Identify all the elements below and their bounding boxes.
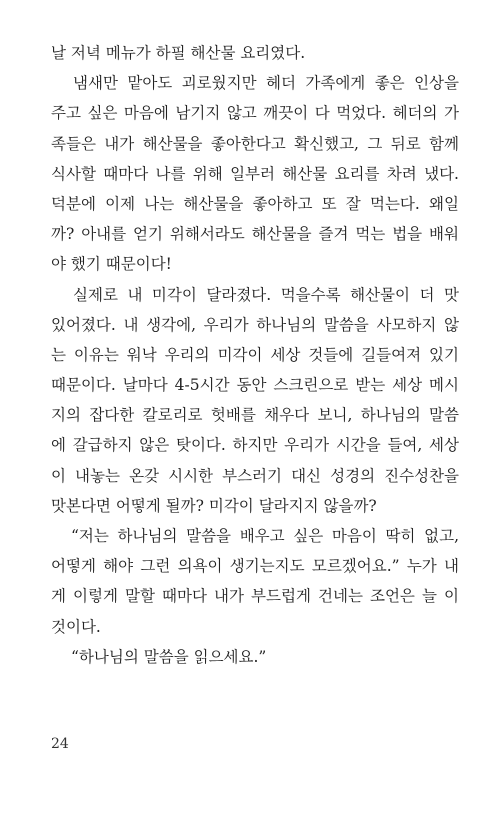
text-line: 때문이다. 날마다 4-5시간 동안 스크린으로 받는 세상 메시 — [51, 376, 459, 395]
text-line: 주고 싶은 마음에 남기지 않고 깨끗이 다 먹었다. 헤더의 가 — [51, 104, 459, 123]
text-line: 게 이렇게 말할 때마다 내가 부드럽게 건네는 조언은 늘 이 — [51, 587, 459, 606]
text-line: 에 갈급하지 않은 탓이다. 하지만 우리가 시간을 들여, 세상 — [51, 436, 459, 455]
text-line: “저는 하나님의 말씀을 배우고 싶은 마음이 딱히 없고, — [71, 527, 459, 545]
text-line: 냄새만 맡아도 괴로웠지만 헤더 가족에게 좋은 인상을 — [73, 74, 459, 93]
text-line: 맛본다면 어떻게 될까? 미각이 달라지지 않을까? — [51, 496, 377, 515]
page-body — [51, 38, 459, 672]
paragraph — [51, 642, 459, 672]
text-line: 날 저녁 메뉴가 하필 해산물 요리였다. — [51, 44, 306, 62]
text-line: 는 이유는 워낙 우리의 미각이 세상 것들에 길들여져 있기 — [51, 345, 459, 364]
paragraph — [51, 280, 459, 522]
text-line: 이 내놓는 온갖 시시한 부스러기 대신 성경의 진수성찬을 — [51, 466, 459, 485]
text-line: 까? 아내를 얻기 위해서라도 해산물을 즐겨 먹는 법을 배워 — [51, 225, 459, 244]
text-line: 것이다. — [51, 617, 101, 636]
text-line: 족들은 내가 해산물을 좋아한다고 확신했고, 그 뒤로 함께 — [51, 134, 459, 153]
paragraph — [51, 521, 459, 642]
text-line: 있어졌다. 내 생각에, 우리가 하나님의 말씀을 사모하지 않 — [51, 315, 459, 334]
text-line: 지의 잡다한 칼로리로 헛배를 채우다 보니, 하나님의 말씀 — [51, 406, 459, 425]
text-line: 야 했기 때문이다! — [51, 255, 172, 274]
text-line: 어떻게 해야 그런 의욕이 생기는지도 모르겠어요.” 누가 내 — [51, 557, 459, 576]
text-line: 덕분에 이제 나는 해산물을 좋아하고 또 잘 먹는다. 왜일 — [51, 194, 459, 213]
text-line: 실제로 내 미각이 달라졌다. 먹을수록 해산물이 더 맛 — [73, 285, 459, 304]
paragraph — [51, 68, 459, 279]
paragraph — [51, 38, 459, 68]
text-line: 식사할 때마다 나를 위해 일부러 해산물 요리를 차려 냈다. — [51, 164, 459, 183]
text-line: “하나님의 말씀을 읽으세요.” — [71, 647, 267, 666]
page-number: 24 — [51, 736, 69, 752]
